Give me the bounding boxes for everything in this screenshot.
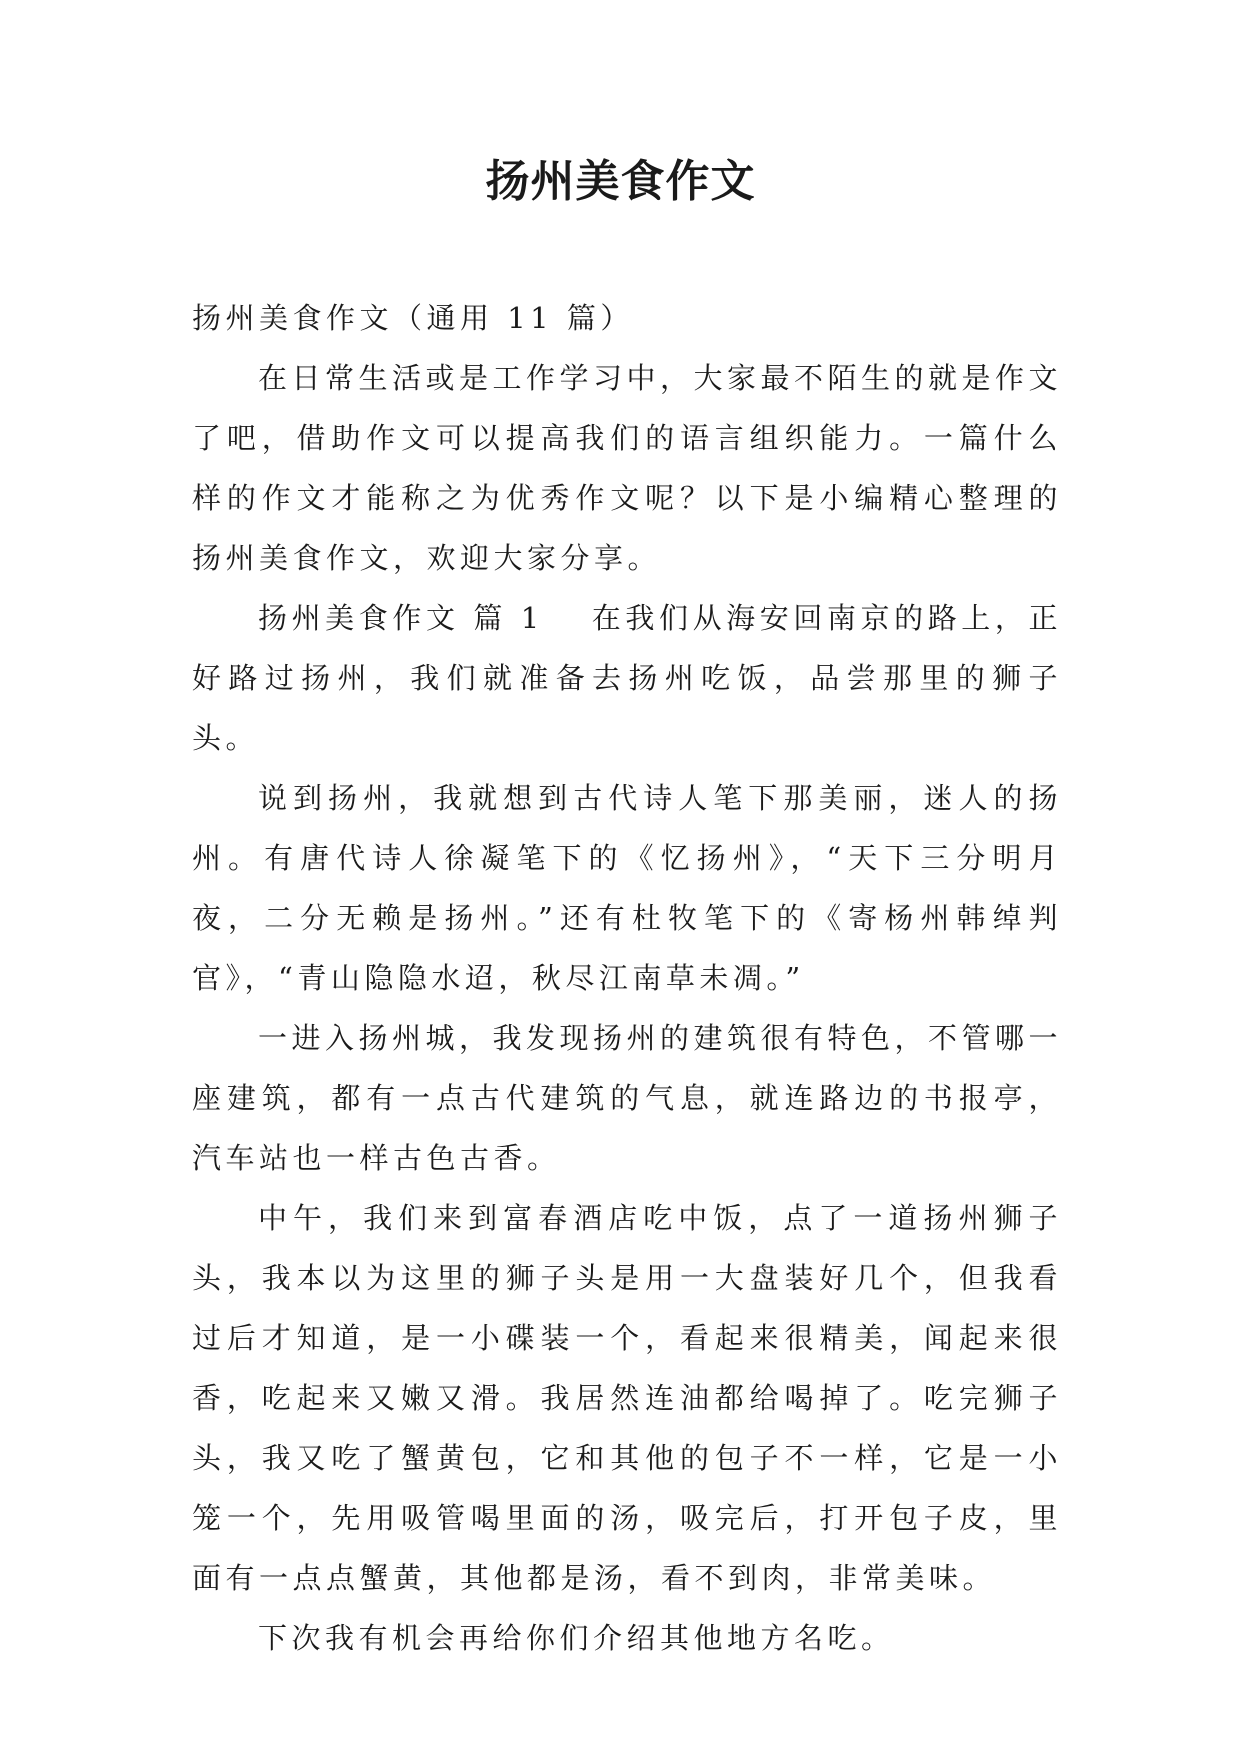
section-1-paragraph [192, 588, 1062, 768]
body-paragraph: 下次我有机会再给你们介绍其他地方名吃。 [258, 1621, 895, 1655]
body-paragraph: 说到扬州，我就想到古代诗人笔下那美丽，迷人的扬州。有唐代诗人徐凝笔下的《忆扬州》，“天下三分明月夜，二分无赖是扬州。”还有杜牧笔下的《寄杨州韩绰判官》，“青山隐隐水迢，秋尽江南草未凋。” [192, 781, 1062, 995]
document-body [192, 288, 1062, 1668]
body-paragraph: 中午，我们来到富春酒店吃中饭，点了一道扬州狮子头，我本以为这里的狮子头是用一大盘装好几个，但我看过后才知道，是一小碟装一个，看起来很精美，闻起来很香，吃起来又嫩又滑。我居然连油都给喝掉了。吃完狮子头，我又吃了蟹黄包，它和其他的包子不一样，它是一小笼一个，先用吸管喝里面的汤，吸完后，打开包子皮，里面有一点点蟹黄，其他都是汤，看不到肉，非常美味。 [192, 1201, 1062, 1595]
section-1-text: 在我们从海安回南京的路上，正好路过扬州，我们就准备去扬州吃饭，品尝那里的狮子头。 [192, 601, 1062, 755]
document-title: 扬州美食作文 [485, 156, 756, 207]
document-subtitle: 扬州美食作文（通用 11 篇） [192, 301, 634, 335]
intro-paragraph: 在日常生活或是工作学习中，大家最不陌生的就是作文了吧，借助作文可以提高我们的语言组织能力。一篇什么样的作文才能称之为优秀作文呢？以下是小编精心整理的扬州美食作文，欢迎大家分享。 [192, 361, 1063, 575]
body-paragraph: 一进入扬州城，我发现扬州的建筑很有特色，不管哪一座建筑，都有一点古代建筑的气息，就连路边的书报亭，汽车站也一样古色古香。 [192, 1021, 1063, 1175]
section-1-heading: 扬州美食作文 篇 1 [258, 601, 544, 635]
